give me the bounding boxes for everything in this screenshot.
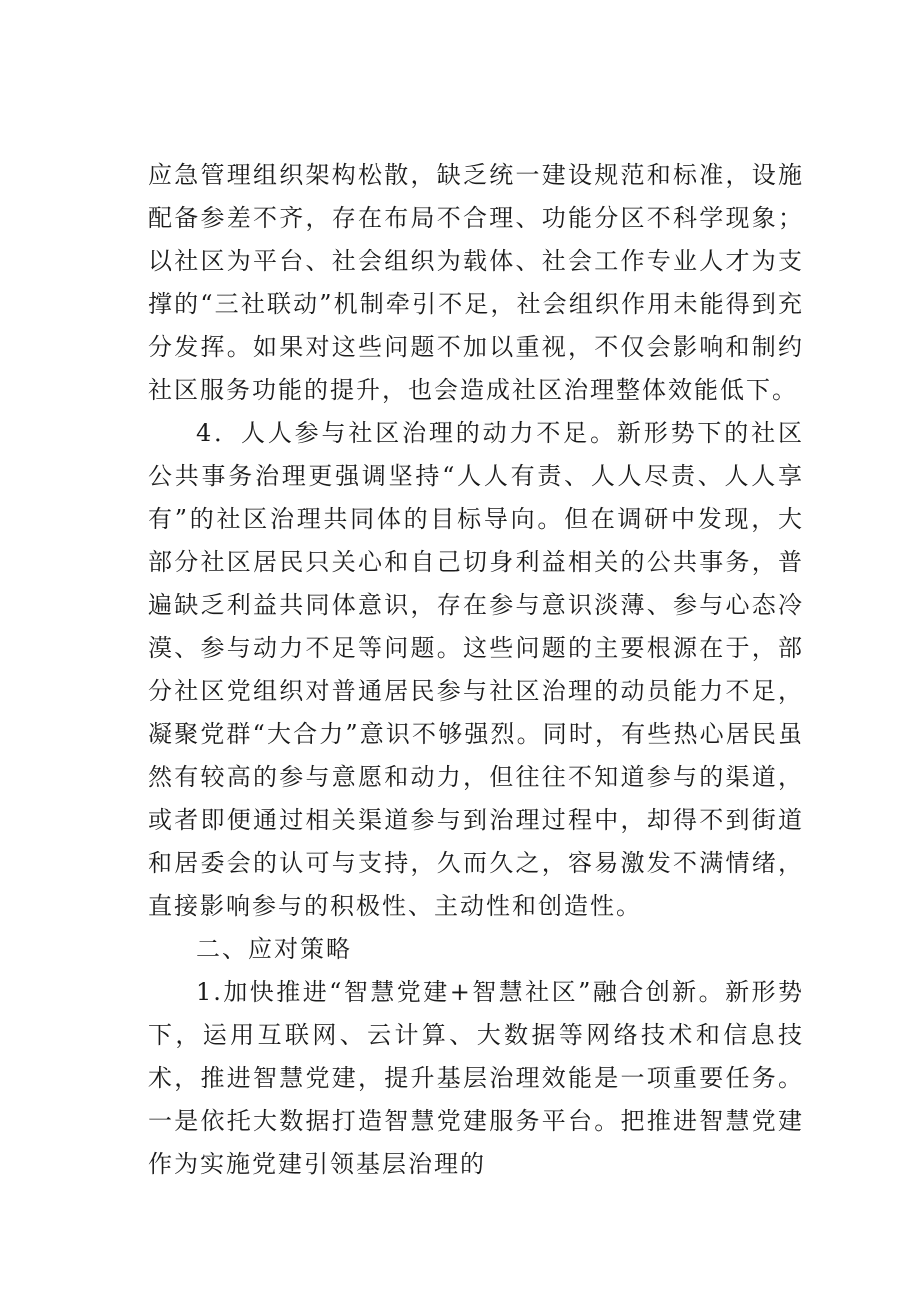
paragraph-item-4: 4．人人参与社区治理的动力不足。新形势下的社区公共事务治理更强调坚持“人人有责、人人尽责、人人享有”的社区治理共同体的目标导向。但在调研中发现，大部分社区居民只关心和自己切身利益相关的公共事务，普遍缺乏利益共同体意识，存在参与意识淡薄、参与心态冷漠、参与动力不足等问题。这些问题的主要根源在于，部分社区党组织对普通居民参与社区治理的动员能力不足，凝聚党群“大合力”意识不够强烈。同时，有些热心居民虽然有较高的参与意愿和动力，但往往不知道参与的渠道，或者即便通过相关渠道参与到治理过程中，却得不到街道和居委会的认可与支持，久而久之，容易激发不满情绪，直接影响参与的积极性、主动性和创造性。 [148, 419, 804, 920]
paragraph-continuation: 应急管理组织架构松散，缺乏统一建设规范和标准，设施配备参差不齐，存在布局不合理、功能分区不科学现象；以社区为平台、社会组织为载体、社会工作专业人才为支撑的“三社联动”机制牵引不足，社会组织作用未能得到充分发挥。如果对这些问题不加以重视，不仅会影响和制约社区服务功能的提升，也会造成社区治理整体效能低下。 [148, 161, 804, 404]
section-heading: 二、应对策略 [196, 935, 352, 963]
document-body [148, 154, 804, 1186]
paragraph-strategy-1: 1.加快推进“智慧党建+智慧社区”融合创新。新形势下，运用互联网、云计算、大数据等网络技术和信息技术，推进智慧党建，提升基层治理效能是一项重要任务。一是依托大数据打造智慧党建服务平台。把推进智慧党建作为实施党建引领基层治理的 [148, 978, 804, 1178]
